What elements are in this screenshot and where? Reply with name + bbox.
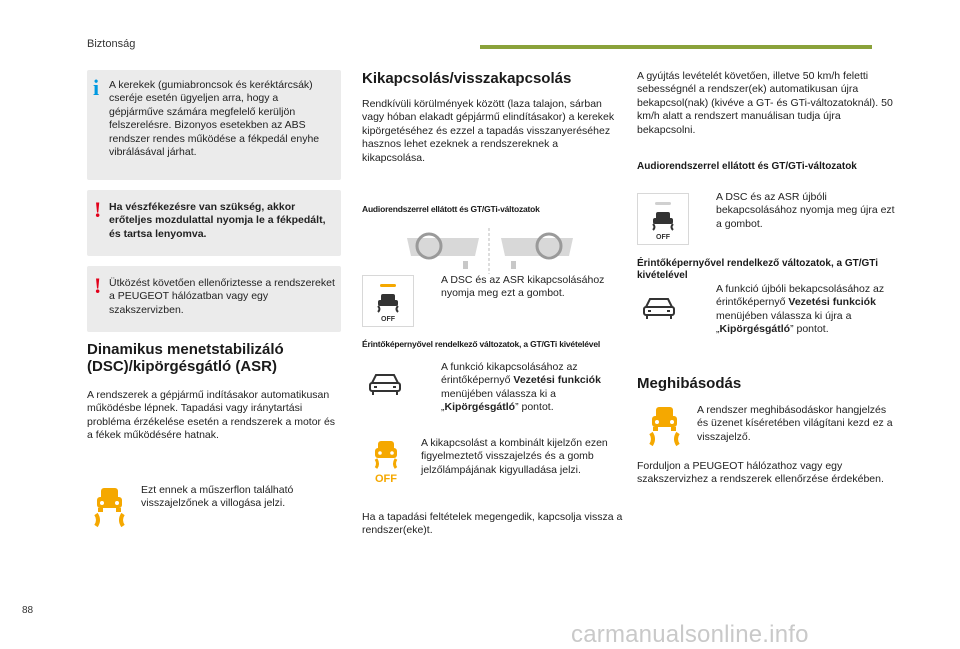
off-label: OFF	[375, 473, 397, 484]
fault-lamp-text: A rendszer meghibásodáskor hangjelzés és üzenet kíséretében világítani kezd ez a visszajelző.	[697, 404, 893, 443]
off-label: OFF	[656, 234, 670, 241]
esc-off-button-icon	[362, 275, 414, 327]
watermark: carmanualsonline.info	[571, 621, 809, 648]
warning-icon: !	[94, 197, 102, 222]
esc-off-button-icon	[637, 193, 689, 245]
warning-box-text: Ütközést követően ellenőriztesse a rendszereket a PEUGEOT hálózatban vagy egy szakszervizben.	[109, 277, 335, 316]
restore-text: Ha a tapadási feltételek megengedik, kapcsolja vissza a rendszer(eke)t.	[362, 511, 623, 537]
warning-box-collision	[87, 266, 341, 332]
touch-on-step: A funkció újbóli bekapcsolásához az érintőképernyő Vezetési funkciók menüjében válassza ki újra a „Kipörgésgátló” pontot.	[716, 283, 885, 336]
audio-versions-heading-right: Audiorendszerrel ellátott és GT/GTi-változatok	[637, 161, 857, 172]
off-lamp-text: A kikapcsolást a kombinált kijelzőn ezen figyelmeztető visszajelzés és a gomb jelzőlámpájának kigyulladása jelzi.	[421, 437, 608, 476]
section-heading-fault: Meghibásodás	[637, 375, 742, 392]
section-label: Biztonság	[87, 38, 136, 50]
info-box	[87, 70, 341, 180]
header-accent-bar	[480, 45, 872, 49]
audio-versions-heading: Audiorendszerrel ellátott és GT/GTi-változatok	[362, 204, 540, 214]
esc-off-warning-lamp-icon	[366, 438, 406, 484]
fault-paragraph: Forduljon a PEUGEOT hálózathoz vagy egy szakszervizhez a rendszerek ellenőrzése érdekében.	[637, 460, 884, 486]
page-number: 88	[22, 605, 34, 616]
warning-box-emergency	[87, 190, 341, 256]
toggle-paragraph: Rendkívüli körülmények között (laza talajon, sárban vagy hóban elakadt gépjármű elindításakor) a kerekek kipörgetéséhez és ezzel a tapadás visszanyeréséhez hasznos lehet ezeknek a rendszereknek a kikapcsolása.	[362, 98, 615, 164]
audio-off-step: A DSC és az ASR kikapcsolásához nyomja meg ezt a gombot.	[441, 274, 605, 300]
esc-warning-lamp-icon	[87, 484, 131, 528]
off-label: OFF	[381, 316, 395, 323]
section-heading-dsc: Dinamikus menetstabilizáló (DSC)/kipörgésgátló (ASR)	[87, 341, 284, 375]
esc-fault-lamp-icon	[642, 403, 686, 447]
auto-reactivation-paragraph: A gyújtás levételét követően, illetve 50 km/h feletti sebességnél a rendszer(ek) automatikusan újra bekapcsol(nak) (kivéve a GT- és GTi-változatoknál). 50 km/h alatt a rendszert manuálisan tudja újra bekapcsolni.	[637, 70, 893, 136]
touch-off-step: A funkció kikapcsolásához az érintőképernyő Vezetési funkciók menüjében válassza ki a „Kipörgésgátló” pontot.	[441, 361, 601, 414]
info-box-text: A kerekek (gumiabroncsok és keréktárcsák) cseréje esetén ügyeljen arra, hogy a gépjárműve számára megfelelő kerüljön felszerelésre. Bizonyos esetekben az ABS rendszer rendes működése a fékpedál enyhe vibrálásával járhat.	[109, 79, 320, 159]
touchscreen-versions-heading-right: Érintőképernyővel rendelkező változatok, a GT/GTi kivételével	[637, 258, 878, 281]
esc-lamp-text: Ezt ennek a műszerflon található visszajelzőnek a villogása jelzi.	[141, 484, 294, 510]
steering-wheel-illustration	[405, 228, 575, 274]
audio-on-step: A DSC és az ASR újbóli bekapcsolásához nyomja meg újra ezt a gombot.	[716, 191, 895, 230]
info-icon: i	[93, 75, 100, 100]
dsc-paragraph: A rendszerek a gépjármű indításakor automatikusan működésbe lépnek. Tapadási vagy iránytartási probléma érzékelése esetén a rendszerek a motor és a fékek működésére hatnak.	[87, 389, 336, 442]
warning-box-text: Ha vészfékezésre van szükség, akkor erőteljes mozdulattal nyomja le a fékpedált, és tartsa lenyomva.	[109, 201, 326, 240]
section-heading-toggle: Kikapcsolás/visszakapcsolás	[362, 70, 572, 87]
car-icon	[642, 296, 676, 320]
touchscreen-versions-heading: Érintőképernyővel rendelkező változatok, a GT/GTi kivételével	[362, 339, 601, 349]
car-icon	[368, 372, 402, 396]
warning-icon: !	[94, 273, 102, 298]
